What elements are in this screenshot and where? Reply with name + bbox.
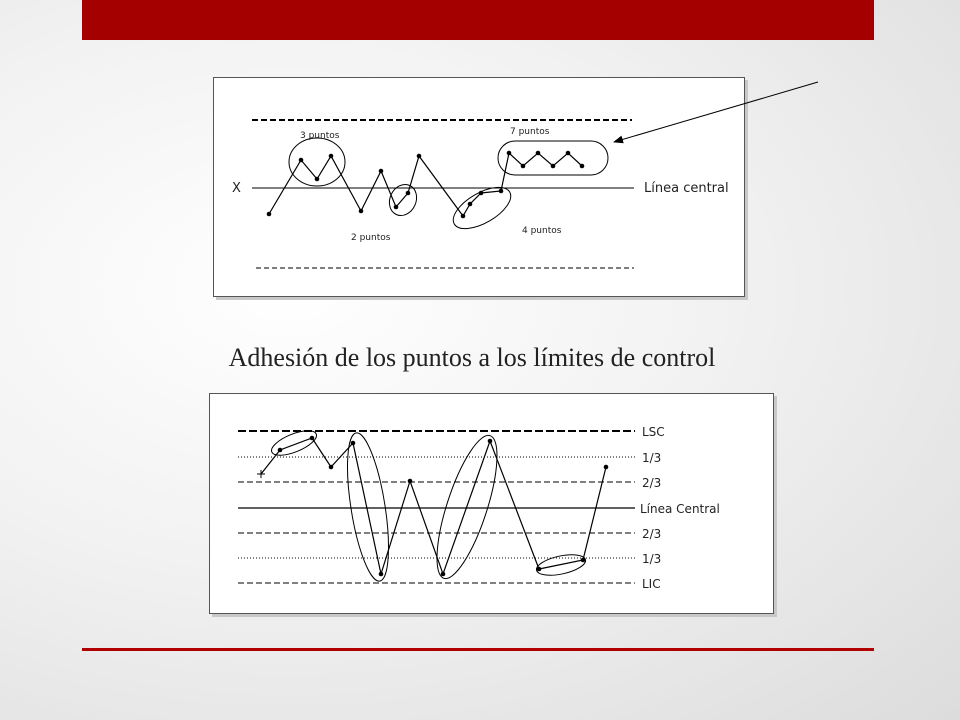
data-point: [417, 154, 422, 159]
data-point: [406, 191, 411, 196]
data-point: [379, 169, 384, 174]
run-data-points: [267, 151, 585, 219]
control-chart-runs: [214, 78, 744, 296]
control-chart-runs-panel: [213, 77, 745, 297]
descending-pair-outline: [339, 430, 396, 583]
data-point: [329, 465, 334, 470]
run-data-line: [269, 153, 582, 216]
data-point: [267, 212, 272, 217]
top-accent-bar: [82, 0, 874, 40]
data-point: [580, 164, 585, 169]
lsc-label: LSC: [642, 425, 665, 439]
data-point: [551, 164, 556, 169]
data-point: [359, 209, 364, 214]
data-point: [315, 177, 320, 182]
group-2-points-outline: [384, 180, 421, 220]
data-point: [408, 479, 413, 484]
group-2-points-label: 2 puntos: [351, 233, 391, 243]
lower-two-thirds-label: 2/3: [642, 527, 662, 541]
bottom-accent-rule: [82, 648, 874, 651]
data-point: [299, 158, 304, 163]
center-line-label: Línea central: [644, 181, 729, 196]
lower-third-label: 1/3: [642, 552, 662, 566]
group-7-points-label: 7 puntos: [510, 127, 550, 137]
data-point: [461, 214, 466, 219]
lic-label: LIC: [642, 577, 661, 591]
data-point: [310, 436, 315, 441]
x-axis-label: X: [232, 181, 241, 196]
center-line-label: Línea Central: [640, 502, 720, 516]
data-point: [488, 439, 493, 444]
group-3-points-label: 3 puntos: [300, 131, 340, 141]
data-point: [499, 189, 504, 194]
upper-third-label: 1/3: [642, 451, 662, 465]
data-point: [604, 465, 609, 470]
data-point: [521, 164, 526, 169]
data-point: [507, 151, 512, 156]
data-point: [566, 151, 571, 156]
data-point: [351, 441, 356, 446]
zone-data-line: [261, 438, 606, 574]
data-point: [329, 154, 334, 159]
data-point: [468, 202, 473, 207]
slide-caption: Adhesión de los puntos a los límites de control: [228, 343, 716, 372]
data-point: [441, 572, 446, 577]
data-point: [278, 448, 283, 453]
data-point: [379, 572, 384, 577]
upper-two-thirds-label: 2/3: [642, 476, 662, 490]
control-chart-zones-panel: [209, 393, 774, 614]
control-chart-zones: [210, 394, 773, 613]
data-point: [536, 151, 541, 156]
group-4-points-label: 4 puntos: [522, 226, 562, 236]
zone-data-points: [257, 436, 608, 577]
data-point: [394, 205, 399, 210]
